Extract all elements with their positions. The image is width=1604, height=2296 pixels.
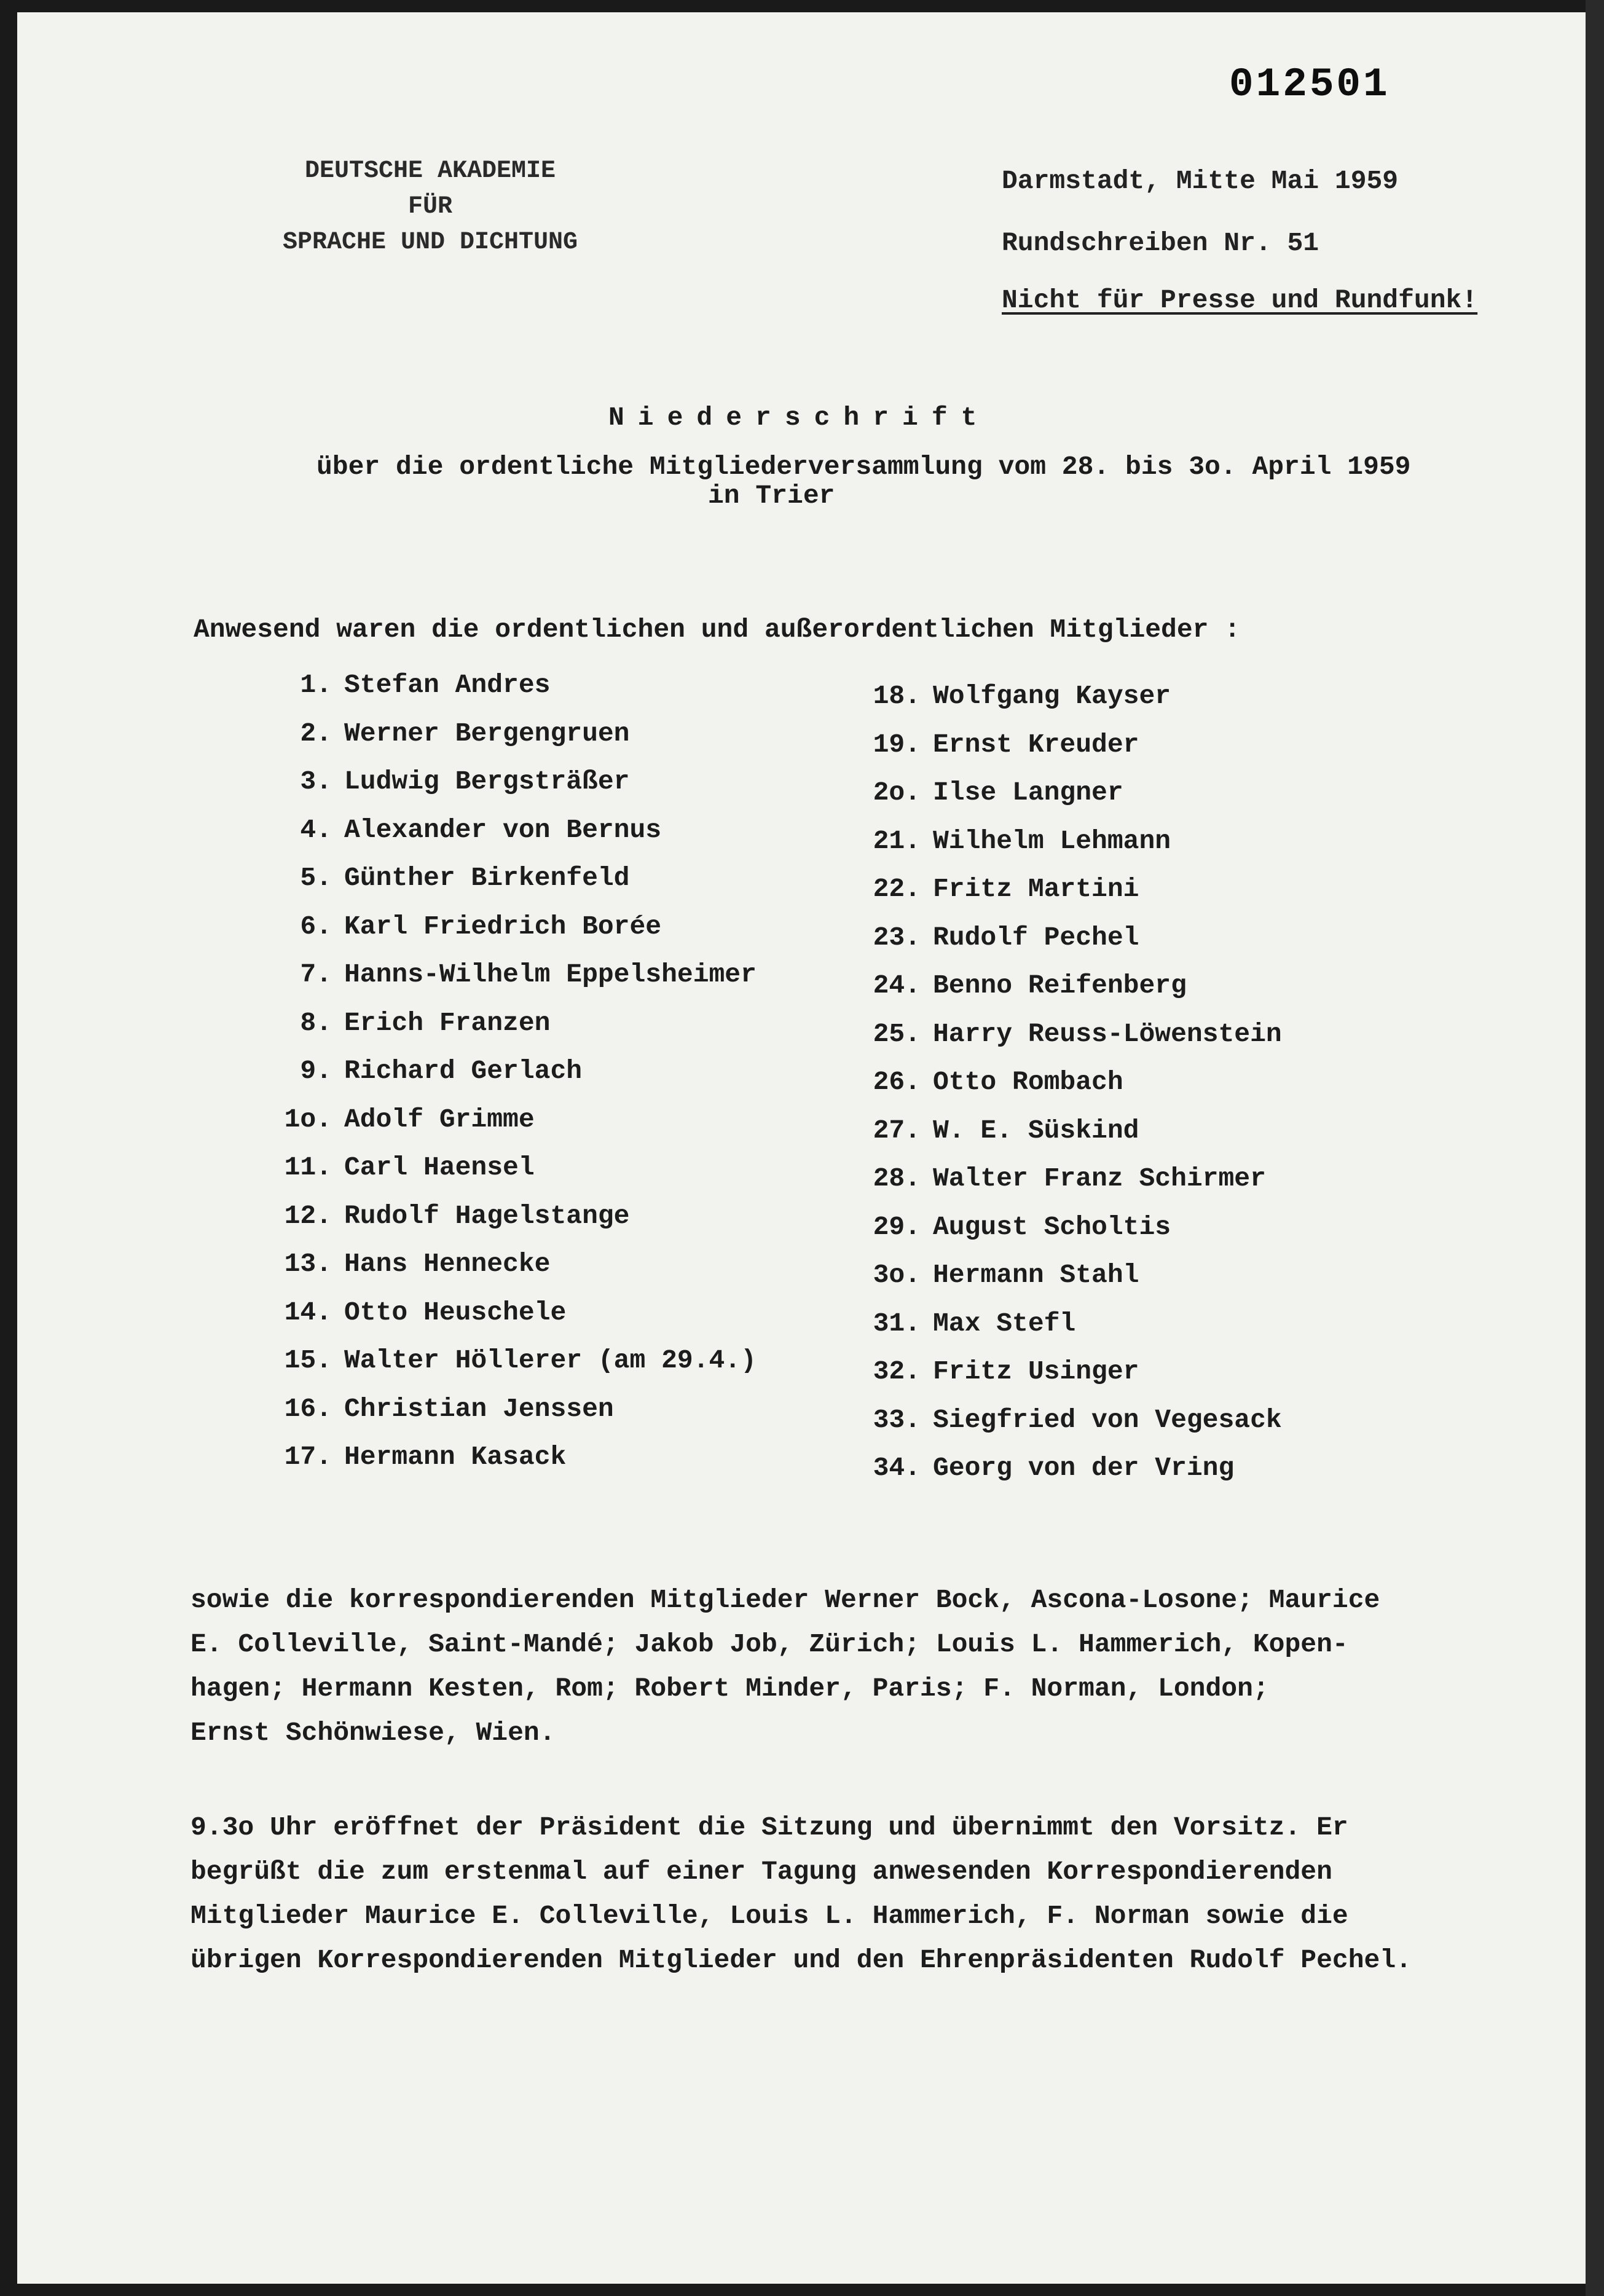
paragraph-line: hagen; Hermann Kesten, Rom; Robert Minder, Paris; F. Norman, London;	[191, 1673, 1269, 1704]
document-location: in Trier	[708, 481, 835, 511]
member-name: Richard Gerlach	[344, 1056, 583, 1086]
member-number: 23.	[873, 922, 921, 953]
scan-edge	[1586, 0, 1604, 2296]
member-name: Georg von der Vring	[933, 1453, 1235, 1483]
member-name: Hanns-Wilhelm Eppelsheimer	[344, 959, 757, 989]
member-number: 14.	[284, 1297, 332, 1327]
member-number: 3o.	[873, 1260, 921, 1290]
member-name: Rudolf Hagelstange	[344, 1200, 630, 1231]
member-number: 25.	[873, 1018, 921, 1049]
member-number: 15.	[284, 1345, 332, 1375]
paragraph-line: begrüßt die zum erstenmal auf einer Tagung anwesenden Korrespondierenden	[191, 1857, 1332, 1887]
member-entry	[859, 970, 1282, 1019]
member-name: Otto Heuschele	[344, 1297, 567, 1327]
member-entry	[270, 1056, 757, 1104]
member-entry	[270, 1008, 757, 1056]
member-number: 2.	[300, 718, 332, 749]
member-number: 6.	[300, 911, 332, 942]
member-entry	[270, 1249, 757, 1297]
organization-line: SPRACHE UND DICHTUNG	[282, 229, 578, 256]
member-number: 27.	[873, 1115, 921, 1146]
member-entry	[270, 815, 757, 863]
member-entry	[859, 1019, 1282, 1067]
member-name: August Scholtis	[933, 1211, 1171, 1242]
member-number: 28.	[873, 1163, 921, 1193]
member-entry	[270, 718, 757, 767]
member-number: 5.	[300, 863, 332, 893]
member-number: 1o.	[284, 1104, 332, 1134]
member-entry	[270, 766, 757, 815]
letter-meta	[1002, 166, 1477, 315]
member-entry	[859, 681, 1282, 729]
member-number: 29.	[873, 1211, 921, 1242]
member-number: 16.	[284, 1393, 332, 1424]
member-entry	[270, 911, 757, 960]
member-name: Walter Höllerer (am 29.4.)	[344, 1345, 757, 1375]
paragraph-line: sowie die korrespondierenden Mitglieder Werner Bock, Ascona-Losone; Maurice	[191, 1585, 1380, 1615]
member-entry	[859, 826, 1282, 875]
member-number: 7.	[300, 959, 332, 989]
member-name: Carl Haensel	[344, 1152, 535, 1182]
member-name: Siegfried von Vegesack	[933, 1404, 1282, 1435]
member-number: 2o.	[873, 777, 921, 808]
document-title: Niederschrift	[608, 403, 991, 433]
member-entry	[859, 1163, 1282, 1212]
paragraph-line: Mitglieder Maurice E. Colleville, Louis L. Hammerich, F. Norman sowie die	[191, 1901, 1348, 1931]
member-name: W. E. Süskind	[933, 1115, 1139, 1146]
paragraph-line: Ernst Schönwiese, Wien.	[191, 1718, 556, 1748]
member-entry	[270, 670, 757, 718]
member-entry	[859, 1260, 1282, 1308]
member-entry	[859, 1212, 1282, 1260]
document-subtitle: über die ordentliche Mitgliederversammlung vom 28. bis 3o. April 1959	[316, 452, 1411, 482]
member-name: Harry Reuss-Löwenstein	[933, 1018, 1282, 1049]
place-date: Darmstadt, Mitte Mai 1959	[1002, 166, 1399, 196]
member-entry	[859, 874, 1282, 922]
document-number: 012501	[1229, 61, 1390, 108]
member-entry	[859, 1405, 1282, 1453]
member-entry	[270, 1104, 757, 1153]
member-name: Max Stefl	[933, 1308, 1076, 1339]
member-entry	[270, 1152, 757, 1201]
member-number: 3.	[300, 766, 332, 796]
corresponding-members-paragraph	[191, 1578, 1506, 1755]
member-name: Ernst Kreuder	[933, 729, 1139, 760]
member-number: 17.	[284, 1442, 332, 1472]
member-name: Wolfgang Kayser	[933, 681, 1171, 711]
member-number: 26.	[873, 1067, 921, 1097]
member-entry	[270, 959, 757, 1008]
member-name: Fritz Martini	[933, 874, 1139, 904]
member-entry	[859, 1453, 1282, 1501]
member-number: 18.	[873, 681, 921, 711]
member-entry	[270, 1394, 757, 1442]
member-name: Hermann Kasack	[344, 1442, 567, 1472]
member-entry	[270, 1297, 757, 1346]
member-number: 19.	[873, 729, 921, 760]
press-notice: Nicht für Presse und Rundfunk!	[1002, 285, 1478, 315]
organization-line: FÜR	[407, 193, 452, 221]
member-name: Adolf Grimme	[344, 1104, 535, 1134]
paragraph-line: E. Colleville, Saint-Mandé; Jakob Job, Zürich; Louis L. Hammerich, Kopen-	[191, 1629, 1348, 1659]
member-entry	[270, 863, 757, 911]
member-name: Benno Reifenberg	[933, 970, 1187, 1001]
member-name: Christian Jenssen	[344, 1393, 614, 1424]
member-name: Otto Rombach	[933, 1067, 1123, 1097]
member-name: Karl Friedrich Borée	[344, 911, 662, 942]
member-entry	[859, 1356, 1282, 1405]
member-number: 22.	[873, 874, 921, 904]
member-name: Ilse Langner	[933, 777, 1123, 808]
member-name: Ludwig Bergsträßer	[344, 766, 630, 796]
member-entry	[270, 1201, 757, 1249]
member-name: Hans Hennecke	[344, 1249, 551, 1279]
member-name: Alexander von Bernus	[344, 814, 662, 845]
member-entry	[859, 1067, 1282, 1115]
member-number: 1.	[300, 670, 332, 700]
member-entry	[859, 777, 1282, 826]
member-number: 21.	[873, 825, 921, 856]
opening-paragraph	[191, 1806, 1506, 1983]
member-number: 24.	[873, 970, 921, 1001]
member-number: 4.	[300, 814, 332, 845]
member-number: 12.	[284, 1200, 332, 1231]
member-entry	[270, 1442, 757, 1490]
member-entry	[859, 1308, 1282, 1357]
member-number: 34.	[873, 1453, 921, 1483]
member-number: 13.	[284, 1249, 332, 1279]
member-entry	[270, 1345, 757, 1394]
member-name: Hermann Stahl	[933, 1260, 1139, 1290]
member-entry	[859, 729, 1282, 778]
circular-number: Rundschreiben Nr. 51	[1002, 228, 1319, 258]
paragraph-line: 9.3o Uhr eröffnet der Präsident die Sitzung und übernimmt den Vorsitz. Er	[191, 1812, 1348, 1842]
member-number: 33.	[873, 1404, 921, 1435]
member-name: Fritz Usinger	[933, 1356, 1139, 1386]
member-name: Werner Bergengruen	[344, 718, 630, 749]
paragraph-line: übrigen Korrespondierenden Mitglieder und den Ehrenpräsidenten Rudolf Pechel.	[191, 1945, 1412, 1975]
members-list-left	[270, 670, 757, 1490]
member-entry	[859, 1115, 1282, 1164]
organization-line: DEUTSCHE AKADEMIE	[304, 157, 556, 185]
member-number: 8.	[300, 1007, 332, 1038]
member-name: Walter Franz Schirmer	[933, 1163, 1266, 1193]
member-number: 11.	[284, 1152, 332, 1182]
member-number: 32.	[873, 1356, 921, 1386]
member-number: 9.	[300, 1056, 332, 1086]
attendance-intro: Anwesend waren die ordentlichen und außerordentlichen Mitglieder :	[194, 615, 1241, 645]
member-name: Rudolf Pechel	[933, 922, 1139, 953]
members-list-right	[859, 681, 1282, 1501]
member-name: Erich Franzen	[344, 1007, 551, 1038]
member-entry	[859, 922, 1282, 971]
member-number: 31.	[873, 1308, 921, 1339]
organization-header	[246, 154, 615, 261]
member-name: Wilhelm Lehmann	[933, 825, 1171, 856]
member-name: Stefan Andres	[344, 670, 551, 700]
member-name: Günther Birkenfeld	[344, 863, 630, 893]
